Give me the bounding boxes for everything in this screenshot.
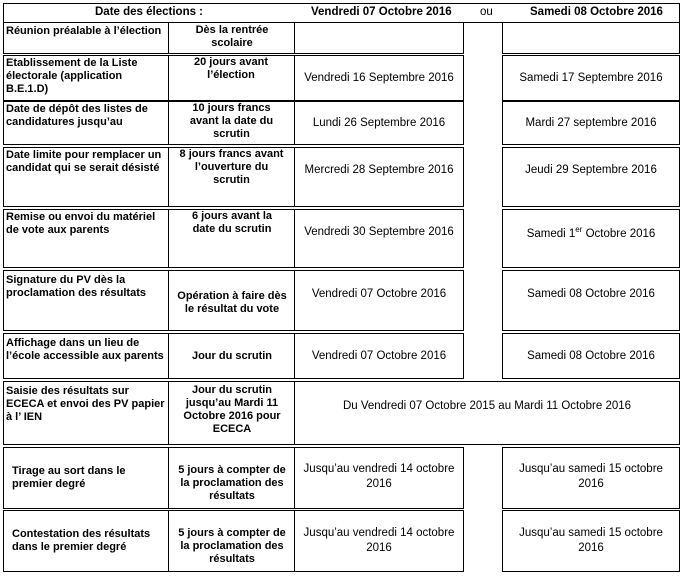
step-delay: 5 jours à compter de la proclamation des résultats [178, 464, 286, 502]
merged-date-range: Du Vendredi 07 Octobre 2015 au Mardi 11 Octobre 2016 [342, 399, 632, 412]
date-option-2: Mardi 27 septembre 2016 [525, 116, 657, 129]
table-row [3, 270, 680, 331]
table-row [3, 209, 680, 268]
date-option-1: Vendredi 07 Octobre 2016 [311, 287, 447, 300]
table-row [3, 101, 680, 145]
date-option-2-suffix: Octobre 2016 [582, 227, 656, 240]
step-delay: 5 jours à compter de la proclamation des résultats [178, 527, 286, 565]
step-delay: 20 jours avant l’élection [194, 56, 268, 81]
step-label: Contestation des résultats dans le premier degré [12, 528, 151, 553]
header-option-2: Samedi 08 Octobre 2016 [530, 6, 663, 18]
table-row [3, 147, 680, 207]
step-label: Tirage au sort dans le premier degré [12, 465, 126, 490]
election-schedule-table [3, 3, 680, 572]
date-option-1: Jusqu’au vendredi 14 octobre 2016 [303, 463, 455, 490]
step-delay: Opération à faire dès le résultat du vote [177, 290, 287, 315]
date-option-2: Jusqu’au samedi 15 octobre 2016 [519, 463, 663, 490]
date-option-2 [502, 209, 680, 255]
step-delay: Jour du scrutin [191, 350, 273, 362]
date-option-1: Jusqu’au vendredi 14 octobre 2016 [303, 527, 455, 554]
header-option-1: Vendredi 07 Octobre 2016 [311, 6, 452, 18]
date-option-2: Jeudi 29 Septembre 2016 [525, 163, 657, 176]
table-row [3, 447, 680, 509]
date-option-2: Jusqu’au samedi 15 octobre 2016 [519, 527, 663, 554]
step-label: Etablissement de la Liste électorale (application B.E.1.D) [6, 57, 138, 95]
header-title: Date des élections : [95, 6, 204, 18]
date-option-1: Vendredi 16 Septembre 2016 [304, 71, 454, 84]
date-option-1: Lundi 26 Septembre 2016 [312, 116, 446, 129]
date-option-2: Samedi 17 Septembre 2016 [519, 71, 663, 84]
step-delay: 10 jours francs avant la date du scrutin [189, 102, 274, 140]
step-delay: Dès la rentrée scolaire [195, 24, 269, 49]
date-option-2: Samedi 08 Octobre 2016 [527, 349, 655, 362]
step-label: Date de dépôt des listes de candidatures jusqu’au [6, 103, 148, 128]
step-label: Affichage dans un lieu de l’école accessible aux parents [6, 337, 164, 362]
step-label: Date limite pour remplacer un candidat qui se serait désisté [6, 149, 162, 174]
step-delay: Jour du scrutin jusqu’au Mardi 11 Octobre 2016 pour ECECA [183, 384, 281, 435]
step-label: Saisie des résultats sur ECECA et envoi des PV papier à l’ IEN [6, 385, 165, 423]
date-option-1: Vendredi 07 Octobre 2016 [311, 349, 447, 362]
date-option-1: Mercredi 28 Septembre 2016 [304, 163, 454, 176]
table-row [3, 22, 680, 54]
table-row [3, 333, 680, 379]
date-option-2: Samedi 08 Octobre 2016 [527, 287, 655, 300]
step-delay: 8 jours francs avant l’ouverture du scrutin [179, 148, 284, 186]
date-option-2-prefix: Samedi 1 [526, 227, 576, 240]
table-row [3, 381, 680, 445]
header-separator: ou [480, 6, 493, 18]
table-row [3, 510, 680, 572]
date-option-2-ordinal: er [575, 225, 583, 235]
step-delay: 6 jours avant la date du scrutin [191, 210, 273, 235]
table-row [3, 55, 680, 101]
date1-cell [294, 22, 464, 54]
step-label: Réunion préalable à l’élection [6, 25, 162, 37]
date2-cell [502, 22, 680, 54]
date-option-1: Vendredi 30 Septembre 2016 [304, 225, 454, 238]
step-label: Signature du PV dès la proclamation des résultats [6, 274, 146, 299]
step-label: Remise ou envoi du matériel de vote aux parents [6, 211, 156, 236]
